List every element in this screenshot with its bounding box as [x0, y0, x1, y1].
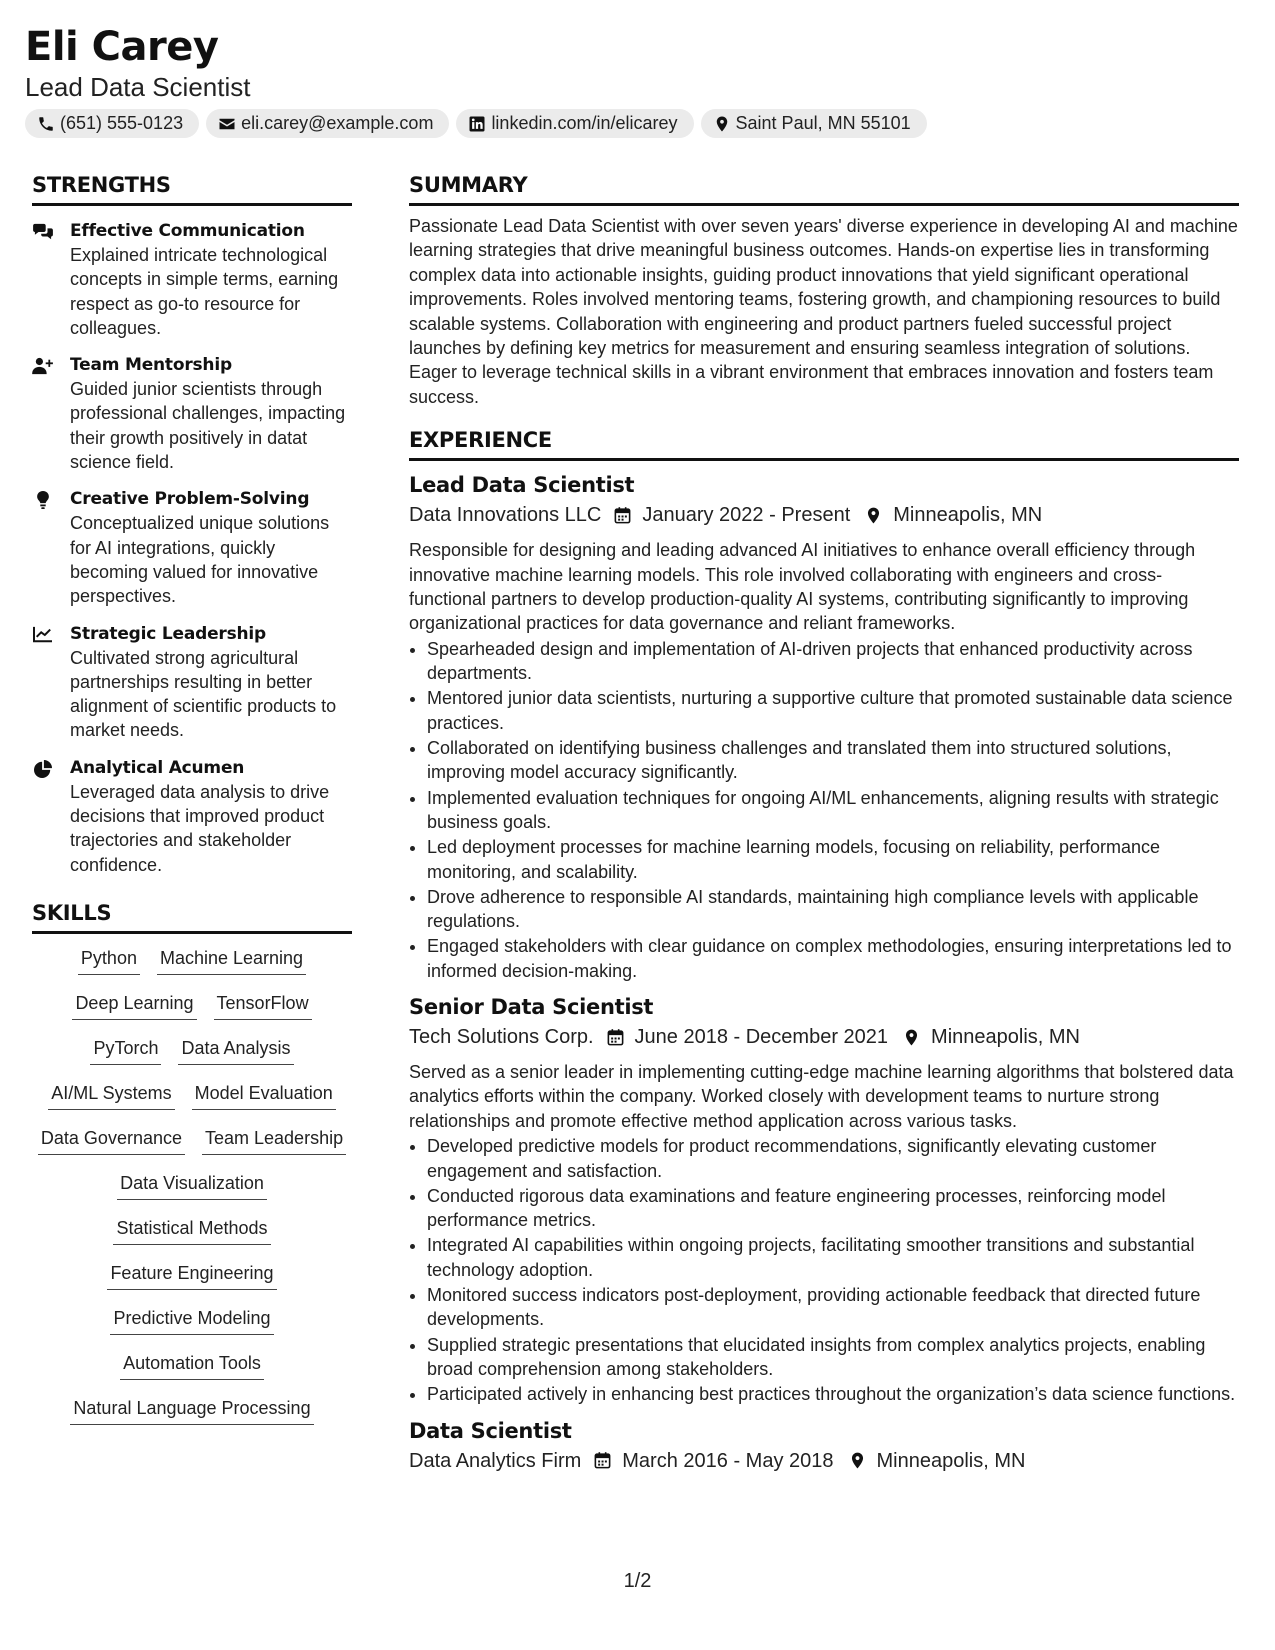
location-icon — [902, 1028, 921, 1047]
strength-item — [32, 219, 352, 340]
skill-tag: PyTorch — [90, 1036, 161, 1065]
skill-tag: Automation Tools — [120, 1351, 264, 1380]
location-icon — [713, 115, 731, 133]
skill-tag: Data Governance — [38, 1126, 185, 1155]
job-location: Minneapolis, MN — [931, 1026, 1080, 1049]
skill-row — [72, 991, 311, 1036]
list-item: • Monitored success indicators post-deployment, providing actionable feedback that directed future developments. — [427, 1283, 1239, 1332]
strength-title: Effective Communication — [70, 221, 305, 241]
job-dates: March 2016 - May 2018 — [622, 1449, 834, 1472]
contact-linkedin-text: linkedin.com/in/elicarey — [491, 113, 678, 133]
skill-tag: Feature Engineering — [107, 1261, 276, 1290]
strength-description: Explained intricate technological concepts in simple terms, earning respect as go-to resource for colleagues. — [70, 245, 339, 338]
strength-description: Conceptualized unique solutions for AI integrations, quickly becoming valued for innovative perspectives. — [70, 513, 330, 607]
job-company: Data Analytics Firm — [409, 1449, 582, 1472]
contact-linkedin[interactable] — [456, 109, 693, 138]
calendar-icon — [593, 1451, 612, 1470]
contact-bar — [25, 109, 927, 138]
job-meta — [409, 500, 1239, 530]
user-plus-icon — [32, 357, 54, 375]
skills-section — [32, 898, 352, 1441]
location-icon — [864, 506, 883, 525]
skill-tag: Python — [78, 946, 140, 975]
strength-title: Strategic Leadership — [70, 623, 267, 644]
skill-row — [113, 1216, 270, 1261]
strength-description: Cultivated strong agricultural partnerships resulting in better alignment of scientific products to market needs. — [70, 647, 337, 741]
skill-row — [110, 1306, 273, 1351]
contact-email-text: eli.carey@example.com — [241, 113, 434, 133]
list-item: • Drove adherence to responsible AI standards, maintaining high compliance levels with applicable regulations. — [427, 885, 1239, 934]
strengths-list — [32, 219, 352, 877]
skill-row — [107, 1261, 276, 1306]
summary-heading: SUMMARY — [409, 170, 1239, 206]
job-description: Served as a senior leader in implementing cutting-edge machine learning algorithms that bolstered data analytics efforts within the company. Worked closely with development teams to nurture strong relationships and promote effective method application across various tasks. — [409, 1062, 1234, 1131]
job-dates: January 2022 - Present — [642, 504, 851, 527]
left-column — [32, 170, 352, 1441]
skills-list — [32, 946, 352, 1441]
skill-tag: TensorFlow — [214, 991, 312, 1020]
job-title: Data Scientist — [409, 1418, 572, 1443]
skill-row — [48, 1081, 335, 1126]
linkedin-icon — [468, 115, 486, 133]
strength-description: Guided junior scientists through professional challenges, impacting their growth positively in datat science field. — [70, 379, 346, 473]
strength-item — [32, 622, 352, 743]
job-description: Responsible for designing and leading advanced AI initiatives to enhance overall efficiency through innovative machine learning models. This role involved collaborating with engineers and cross-functional partners to develop production-quality AI systems, contributing significantly to improving organizational practices for data governance and reliant frameworks. — [409, 540, 1196, 634]
contact-email[interactable] — [206, 109, 449, 138]
right-column — [409, 170, 1239, 1476]
strength-title: Team Mentorship — [70, 355, 232, 376]
phone-icon — [37, 115, 55, 133]
list-item: • Integrated AI capabilities within ongoing projects, facilitating smoother transitions and substantial technology adoption. — [427, 1233, 1239, 1282]
contact-location-text: Saint Paul, MN 55101 — [735, 113, 911, 133]
strength-item — [32, 487, 352, 608]
envelope-icon — [218, 115, 236, 133]
skill-tag: Natural Language Processing — [70, 1396, 313, 1425]
job-meta — [409, 1022, 1239, 1052]
contact-phone[interactable] — [25, 109, 199, 138]
chart-pie-icon — [32, 760, 54, 778]
job-company: Tech Solutions Corp. — [409, 1026, 594, 1049]
job-title: Lead Data Scientist — [409, 473, 635, 498]
experience-heading: EXPERIENCE — [409, 425, 1239, 461]
strength-title: Creative Problem-Solving — [70, 489, 310, 510]
job-location: Minneapolis, MN — [893, 504, 1043, 527]
skill-row — [90, 1036, 293, 1081]
calendar-icon — [606, 1028, 625, 1047]
skill-tag: Statistical Methods — [113, 1216, 270, 1245]
strength-item — [32, 756, 352, 877]
list-item: • Led deployment processes for machine learning models, focusing on reliability, performance monitoring, and scalability. — [427, 835, 1239, 884]
list-item: • Spearheaded design and implementation of AI-driven projects that enhanced productivity across departments. — [427, 637, 1239, 686]
list-item: • Supplied strategic presentations that elucidated insights from complex analytics projects, enabling broad comprehension among stakeholders. — [427, 1333, 1239, 1382]
job-entry — [409, 1417, 1239, 1476]
skill-tag: Predictive Modeling — [110, 1306, 273, 1335]
contact-location[interactable] — [701, 109, 927, 138]
comments-icon — [32, 223, 54, 241]
skill-tag: Data Analysis — [178, 1036, 293, 1065]
job-dates: June 2018 - December 2021 — [634, 1026, 889, 1049]
list-item: • Mentored junior data scientists, nurturing a supportive culture that promoted sustainable data science practices. — [427, 686, 1239, 735]
candidate-title: Lead Data Scientist — [25, 72, 251, 102]
chart-line-icon — [32, 626, 54, 644]
experience-section — [409, 425, 1239, 1475]
job-company: Data Innovations LLC — [409, 504, 602, 527]
list-item: • Developed predictive models for product recommendations, significantly elevating customer engagement and satisfaction. — [427, 1134, 1239, 1183]
skills-heading: SKILLS — [32, 898, 352, 934]
location-icon — [848, 1451, 867, 1470]
skill-row — [38, 1126, 346, 1171]
resume-header — [25, 22, 927, 138]
contact-phone-text: (651) 555-0123 — [60, 113, 184, 133]
strength-item — [32, 353, 352, 474]
skill-row — [117, 1171, 267, 1216]
skill-tag: Deep Learning — [72, 991, 196, 1020]
skill-row — [70, 1396, 313, 1441]
page-number: 1/2 — [623, 1570, 652, 1592]
candidate-name: Eli Carey — [25, 24, 219, 70]
list-item: • Participated actively in enhancing best practices throughout the organization’s data science functions. — [427, 1382, 1239, 1406]
skill-row — [120, 1351, 264, 1396]
job-title: Senior Data Scientist — [409, 995, 654, 1020]
skill-tag: Team Leadership — [202, 1126, 346, 1155]
summary-text: Passionate Lead Data Scientist with over seven years' diverse experience in developing AI and machine learning strategies that drive meaningful business outcomes. Hands-on expertise lies in transforming complex data into actionable insights, guiding product innovations that yield significant operational improvements. Roles involved mentoring teams, fostering growth, and championing resources to build scalable systems. Collaboration with engineering and product partners fueled successful project launches by defining key metrics for measurement and ensuring seamless integration of solutions. Eager to leverage technical skills in a vibrant environment that embraces innovation and fosters team success. — [409, 216, 1238, 407]
calendar-icon — [613, 506, 632, 525]
skill-tag: Model Evaluation — [192, 1081, 336, 1110]
lightbulb-icon — [32, 491, 54, 509]
strength-title: Analytical Acumen — [70, 757, 245, 778]
skill-row — [78, 946, 306, 991]
list-item: • Conducted rigorous data examinations and feature engineering processes, reinforcing model performance metrics. — [427, 1184, 1239, 1233]
skill-tag: Machine Learning — [157, 946, 306, 975]
skill-tag: Data Visualization — [117, 1171, 267, 1200]
job-bullets — [409, 1134, 1239, 1406]
job-meta — [409, 1446, 1239, 1476]
list-item: • Collaborated on identifying business challenges and translated them into structured solutions, improving model accuracy significantly. — [427, 736, 1239, 785]
job-entry — [409, 993, 1239, 1406]
list-item: • Engaged stakeholders with clear guidance on complex methodologies, ensuring interpretations led to informed decision-making. — [427, 934, 1239, 983]
strengths-heading: STRENGTHS — [32, 170, 352, 206]
skill-tag: AI/ML Systems — [48, 1081, 174, 1110]
list-item: • Implemented evaluation techniques for ongoing AI/ML enhancements, aligning results with strategic business goals. — [427, 786, 1239, 835]
job-bullets — [409, 637, 1239, 983]
job-entry — [409, 471, 1239, 983]
strength-description: Leveraged data analysis to drive decisions that improved product trajectories and stakeholder confidence. — [70, 781, 330, 875]
job-location: Minneapolis, MN — [876, 1449, 1026, 1472]
